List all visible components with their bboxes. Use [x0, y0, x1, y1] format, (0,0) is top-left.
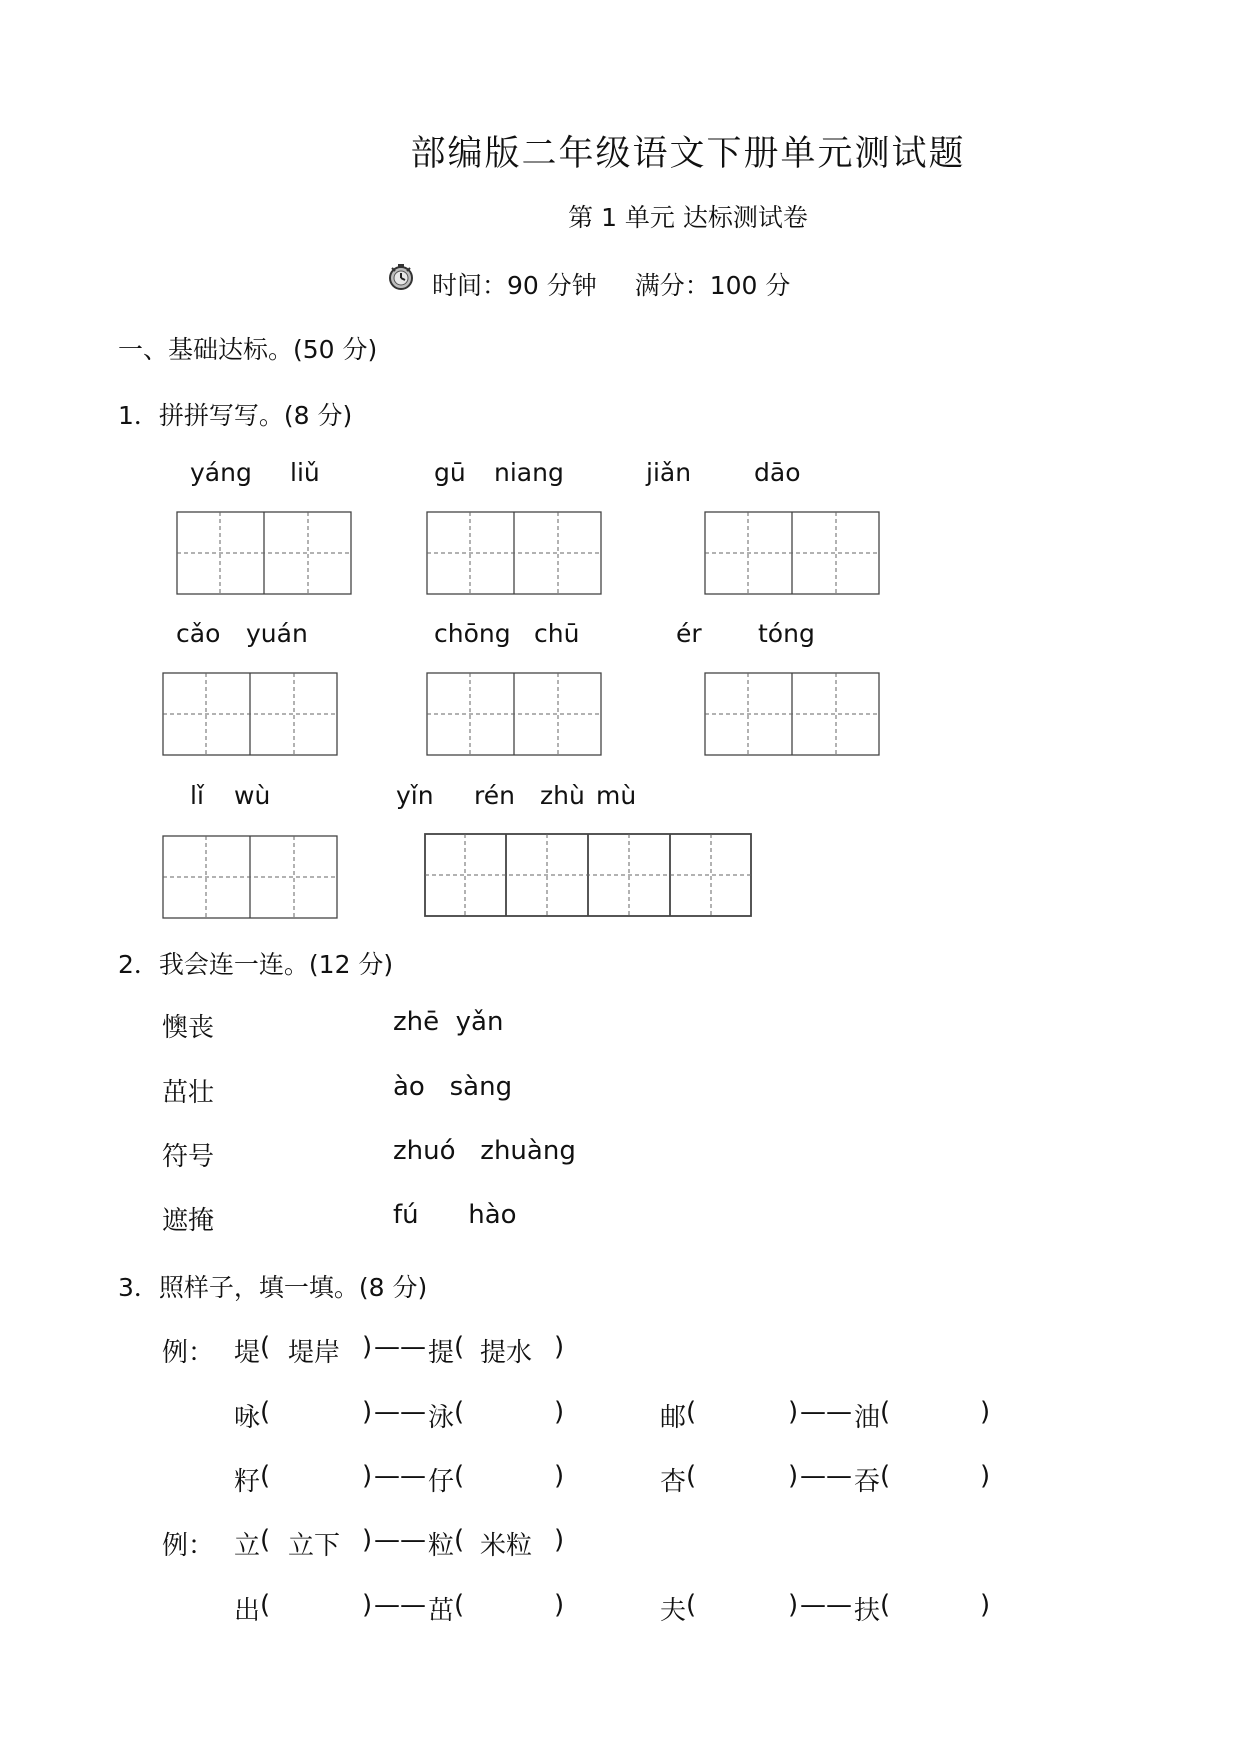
paren: (	[454, 1590, 465, 1620]
paren: )	[362, 1397, 373, 1427]
writing-grid[interactable]	[426, 511, 602, 595]
fill-row	[234, 1461, 994, 1495]
page-title: 部编版二年级语文下册单元测试题	[410, 134, 966, 174]
answer-blank[interactable]	[480, 1461, 550, 1491]
score-value: 100	[709, 271, 758, 300]
pinyin: gū	[434, 458, 466, 487]
row-char: 扶	[854, 1596, 881, 1626]
q2-title: 2．我会连一连。(12 分)	[118, 950, 394, 979]
answer-blank[interactable]	[480, 1397, 550, 1427]
row-char: 吞	[854, 1467, 881, 1497]
paren: )	[362, 1590, 373, 1620]
paren: (	[454, 1397, 465, 1427]
pinyin: cǎo	[176, 619, 221, 648]
dash: ——	[800, 1590, 852, 1620]
writing-grid[interactable]	[704, 511, 880, 595]
writing-grid[interactable]	[176, 511, 352, 595]
paren: )	[554, 1332, 565, 1362]
example-fill: 米粒	[480, 1531, 533, 1561]
paren: )	[788, 1397, 799, 1427]
answer-blank[interactable]	[286, 1590, 356, 1620]
paren: (	[260, 1461, 271, 1491]
example-char: 堤	[234, 1338, 261, 1368]
paren: )	[980, 1461, 991, 1491]
dash: ——	[374, 1525, 426, 1555]
word-item[interactable]: 茁壮	[162, 1078, 215, 1108]
paren: )	[788, 1590, 799, 1620]
pinyin: chōng	[434, 619, 511, 648]
q3-title: 3．照样子，填一填。(8 分)	[118, 1273, 428, 1302]
example-fill: 立下	[288, 1531, 341, 1561]
example-label: 例：	[162, 1531, 215, 1561]
paren: )	[362, 1525, 373, 1555]
paren: (	[260, 1525, 271, 1555]
row-char: 咏	[234, 1403, 261, 1433]
word-item[interactable]: 懊丧	[162, 1013, 215, 1043]
pinyin: chū	[534, 619, 580, 648]
pinyin-item[interactable]: zhuó zhuàng	[393, 1136, 576, 1166]
pinyin-item[interactable]: ào sàng	[393, 1072, 513, 1102]
pinyin: yáng	[190, 458, 252, 487]
paren: (	[686, 1397, 697, 1427]
row-char: 邮	[660, 1403, 687, 1433]
paren: )	[788, 1461, 799, 1491]
row-char: 仔	[428, 1467, 455, 1497]
dash: ——	[800, 1397, 852, 1427]
time-unit: 分钟	[546, 271, 597, 300]
row-char: 杏	[660, 1467, 687, 1497]
pinyin: wù	[234, 781, 271, 810]
score-unit: 分	[765, 271, 791, 300]
row-char: 籽	[234, 1467, 261, 1497]
row-char: 泳	[428, 1403, 455, 1433]
paren: (	[260, 1590, 271, 1620]
answer-blank[interactable]	[906, 1461, 976, 1491]
answer-blank[interactable]	[712, 1461, 782, 1491]
paren: )	[554, 1397, 565, 1427]
page-subtitle: 第 1 单元 达标测试卷	[568, 203, 808, 232]
section-heading: 一、基础达标。(50 分)	[118, 335, 378, 364]
example-char: 立	[234, 1531, 261, 1561]
answer-blank[interactable]	[286, 1397, 356, 1427]
pinyin-item[interactable]: fú hào	[393, 1200, 517, 1230]
fill-row	[234, 1397, 994, 1431]
pinyin: liǔ	[290, 458, 320, 487]
answer-blank[interactable]	[480, 1590, 550, 1620]
word-item[interactable]: 符号	[162, 1142, 215, 1172]
pinyin: zhù	[540, 781, 585, 810]
writing-grid-4[interactable]	[424, 833, 752, 917]
pinyin: rén	[474, 781, 515, 810]
pinyin: yuán	[246, 619, 308, 648]
paren: )	[362, 1461, 373, 1491]
paren: (	[686, 1590, 697, 1620]
paren: (	[454, 1525, 465, 1555]
answer-blank[interactable]	[712, 1397, 782, 1427]
paren: (	[880, 1461, 891, 1491]
fill-row	[234, 1590, 994, 1624]
paren: )	[362, 1332, 373, 1362]
pinyin: jiǎn	[646, 458, 692, 487]
row-char: 茁	[428, 1596, 455, 1626]
time-label: 时间：	[432, 271, 508, 300]
writing-grid[interactable]	[162, 672, 338, 756]
row-char: 出	[234, 1596, 261, 1626]
pinyin: niang	[494, 458, 564, 487]
word-item[interactable]: 遮掩	[162, 1206, 215, 1236]
clock-icon	[386, 262, 416, 292]
paren: (	[686, 1461, 697, 1491]
writing-grid[interactable]	[426, 672, 602, 756]
score-label: 满分：	[634, 271, 710, 300]
pinyin: yǐn	[396, 781, 434, 810]
paren: )	[980, 1397, 991, 1427]
paren: (	[880, 1590, 891, 1620]
row-char: 油	[854, 1403, 881, 1433]
pinyin: dāo	[754, 458, 801, 487]
paren: (	[260, 1397, 271, 1427]
time-value: 90	[507, 271, 539, 300]
dash: ——	[374, 1397, 426, 1427]
time-score-line	[432, 266, 790, 302]
example-label: 例：	[162, 1338, 215, 1368]
pinyin: tóng	[758, 619, 815, 648]
row-char: 夫	[660, 1596, 687, 1626]
answer-blank[interactable]	[906, 1397, 976, 1427]
q1-title: 1．拼拼写写。(8 分)	[118, 401, 353, 430]
writing-grid[interactable]	[704, 672, 880, 756]
paren: (	[880, 1397, 891, 1427]
paren: )	[554, 1590, 565, 1620]
dash: ——	[374, 1461, 426, 1491]
example-fill: 提水	[480, 1338, 533, 1368]
answer-blank[interactable]	[286, 1461, 356, 1491]
writing-grid[interactable]	[162, 835, 338, 919]
dash: ——	[800, 1461, 852, 1491]
example-fill: 堤岸	[288, 1338, 341, 1368]
paren: (	[260, 1332, 271, 1362]
pinyin: ér	[676, 619, 702, 648]
paren: (	[454, 1332, 465, 1362]
pinyin: lǐ	[190, 781, 204, 810]
paren: )	[554, 1525, 565, 1555]
example-char: 提	[428, 1338, 455, 1368]
pinyin-item[interactable]: zhē yǎn	[393, 1007, 504, 1037]
answer-blank[interactable]	[712, 1590, 782, 1620]
paren: )	[980, 1590, 991, 1620]
paren: (	[454, 1461, 465, 1491]
answer-blank[interactable]	[906, 1590, 976, 1620]
dash: ——	[374, 1590, 426, 1620]
paren: )	[554, 1461, 565, 1491]
dash: ——	[374, 1332, 426, 1362]
pinyin: mù	[596, 781, 637, 810]
example-char: 粒	[428, 1531, 455, 1561]
